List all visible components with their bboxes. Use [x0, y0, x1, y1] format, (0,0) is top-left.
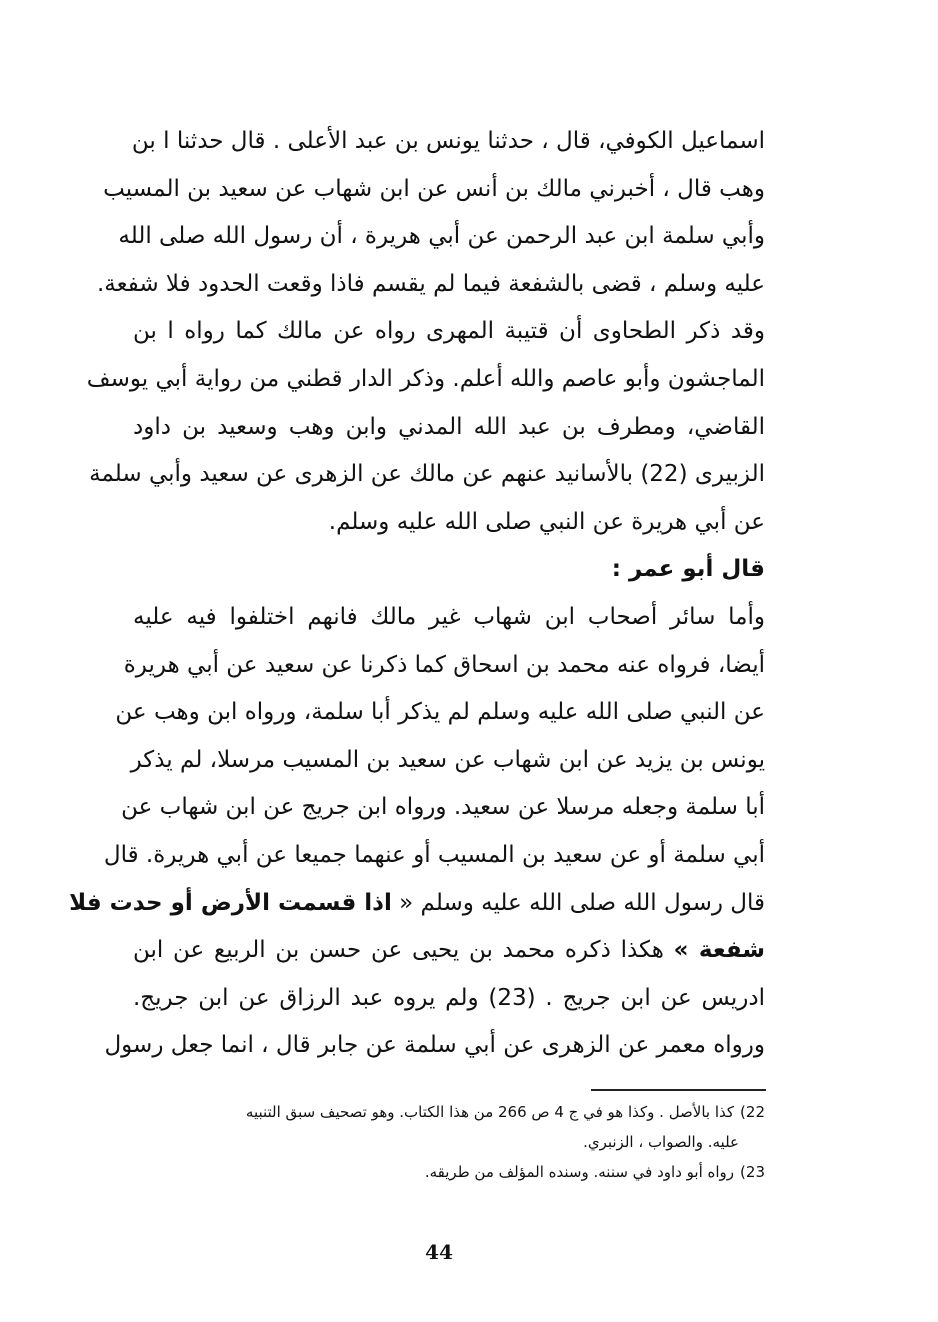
text-line: أبا سلمة وجعله مرسلا عن سعيد. ورواه ابن جريج عن ابن شهاب عن [121, 794, 765, 821]
footnote-22-continued: عليه. والصواب ، الزنبري. [583, 1133, 739, 1151]
text-line: يونس بن يزيد عن ابن شهاب عن سعيد بن المسيب مرسلا، لم يذكر [130, 746, 765, 773]
text-line: عن النبي صلى الله عليه وسلم لم يذكر أبا سلمة، ورواه ابن وهب عن [115, 699, 765, 726]
footnote-divider [591, 1089, 766, 1091]
hadith-quote: اذا قسمت الأرض أو حدت فلا [69, 889, 392, 916]
hadith-quote-end: شفعة » [673, 937, 766, 964]
text-line: ادريس عن ابن جريج . (23) ولم يروه عبد الرزاق عن ابن جريج. [133, 984, 765, 1011]
text-line: الماجشون وأبو عاصم والله أعلم. وذكر الدار قطني من رواية أبي يوسف [86, 365, 765, 392]
text-line-with-quote [69, 880, 765, 928]
quote-intro: قال رسول الله صلى الله عليه وسلم « [391, 889, 765, 916]
text-line: وهب قال ، أخبرني مالك بن أنس عن ابن شهاب عن سعيد بن المسيب [103, 175, 765, 202]
quote-outro: هكذا ذكره محمد بن يحيى عن حسن بن الربيع عن ابن [133, 937, 674, 964]
footnotes [133, 1097, 765, 1187]
footnote-number: 23) [740, 1163, 765, 1181]
text-line: ورواه معمر عن الزهرى عن أبي سلمة عن جابر قال ، انما جعل رسول [104, 1032, 765, 1059]
section-heading: قال أبو عمر : [611, 556, 765, 583]
text-line: أبي سلمة أو عن سعيد بن المسيب أو عنهما جميعا عن أبي هريرة. قال [103, 841, 765, 868]
text-line: أيضا، فرواه عنه محمد بن اسحاق كما ذكرنا عن سعيد عن أبي هريرة [123, 651, 765, 678]
footnote-text: رواه أبو داود في سننه. وسنده المؤلف من طريقه. [424, 1163, 735, 1181]
text-line: القاضي، ومطرف بن عبد الله المدني وابن وهب وسعيد بن داود [133, 413, 765, 440]
text-line: الزبيرى (22) بالأسانيد عنهم عن مالك عن الزهرى عن سعيد وأبي سلمة [89, 461, 765, 488]
text-line-with-quote [133, 927, 765, 975]
footnote-23 [133, 1157, 765, 1187]
text-line: عليه وسلم ، قضى بالشفعة فيما لم يقسم فاذا وقعت الحدود فلا شفعة. [96, 270, 765, 297]
text-line: وقد ذكر الطحاوى أن قتيبة المهرى رواه عن مالك كما رواه ا بن [133, 318, 765, 345]
footnote-text: كذا بالأصل . وكذا هو في ج 4 ص 266 من هذا الكتاب. وهو تصحيف سبق التنبيه [245, 1103, 735, 1121]
footnote-number: 22) [740, 1103, 765, 1121]
footnote-22 [133, 1097, 765, 1127]
main-text [69, 118, 766, 1070]
text-line: اسماعيل الكوفي، قال ، حدثنا يونس بن عبد الأعلى . قال حدثنا ا بن [131, 128, 765, 154]
text-line: وأبي سلمة ابن عبد الرحمن عن أبي هريرة ، أن رسول الله صلى الله [118, 223, 765, 250]
text-line: وأما سائر أصحاب ابن شهاب غير مالك فانهم اختلفوا فيه عليه [133, 603, 765, 630]
text-line: عن أبي هريرة عن النبي صلى الله عليه وسلم. [328, 508, 765, 535]
page-number: 44 [425, 1240, 453, 1264]
